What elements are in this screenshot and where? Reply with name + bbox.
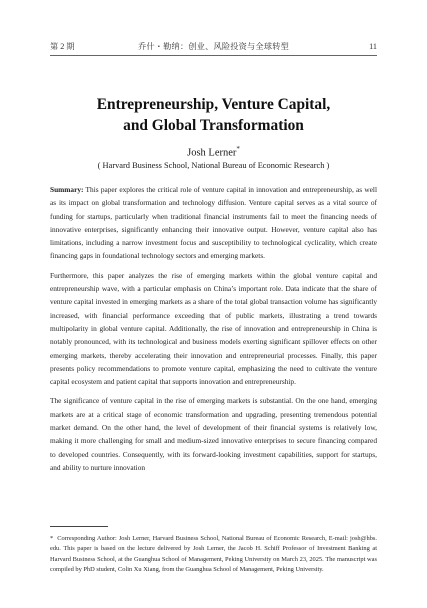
- running-header: [50, 40, 377, 52]
- issue-number: 第 2 期: [50, 41, 75, 51]
- header-rule: [50, 55, 377, 56]
- footnote-text: Corresponding Author: Josh Lerner, Harvard Business School, National Bureau of Economic Research, E-mail: josh@hbs. edu. This paper is based on the lecture delivered by Josh Lerner, the Jacob H. Schiff Professor of Investment Banking at Harvard Business School, at the Guanghua School of Management, Peking University on March 23, 2025. The manuscript was compiled by PhD student, Colin Xu Xiang, from the Guanghua School of Management, Peking University.: [50, 535, 377, 574]
- body-paragraph-2: The significance of venture capital in the rise of emerging markets is substantial. On the one hand, emerging markets are at a critical stage of economic transformation and upgrading, presenting tremendous potential market demand. On the other hand, the level of development of their financial systems is relatively low, making it more challenging for small and medium-sized innovative enterprises to secure financing compared to developed countries. Consequently, with its forward-looking investment capabilities, support for startups, and ability to nurture innovation: [50, 396, 377, 472]
- author-line: [50, 145, 377, 159]
- summary-paragraph: [50, 183, 377, 263]
- running-title: 乔什・勒纳：创业、风险投资与全球转型: [138, 41, 289, 51]
- author-name: Josh Lerner: [187, 147, 237, 159]
- title-line-2: and Global Transformation: [123, 117, 304, 134]
- body-paragraph-1: Furthermore, this paper analyzes the rise of emerging markets within the global venture capital and entrepreneurship wave, with a particular emphasis on China’s important role. Data indicate that the share of venture capital invested in emerging markets as a share of the total global transaction volume has significantly increased, with financial performance exceeding that of public markets, illustrating a trend towards multipolarity in global venture capital. Additionally, the rise of innovation and entrepreneurship in China is notably pronounced, with its technological and business models exerting significant spillover effects on other emerging markets, thereby accelerating their innovation and entrepreneurial processes. Finally, this paper presents policy recommendations to promote venture capital, emphasizing the need to cultivate the venture capital ecosystem and patient capital that supports innovation and entrepreneurship.: [50, 270, 377, 387]
- summary-text: This paper explores the critical role of venture capital in innovation and entrepreneurship, as well as its impact on global transformation and technology diffusion. Venture capital serves as a vital source of funding for startups, particularly when traditional financial instruments fail to meet the financing needs of innovative enterprises, significantly enhancing their innovative output. However, venture capital also has limitations, including a narrow investment focus and susceptibility to technological cyclicality, which create financing gaps in foundational technology sectors and emerging markets.: [50, 185, 377, 261]
- article-title: [50, 94, 377, 136]
- page-number: 11: [369, 41, 377, 51]
- footnote-mark: *: [50, 535, 54, 542]
- footnote: [50, 534, 377, 576]
- footnote-rule: [50, 526, 108, 527]
- author-affiliation: ( Harvard Business School, National Bureau of Economic Research ): [97, 161, 330, 170]
- article-body: [50, 183, 377, 480]
- author-footnote-mark: *: [236, 145, 240, 153]
- title-line-1: Entrepreneurship, Venture Capital,: [96, 96, 331, 113]
- summary-label: Summary:: [50, 185, 84, 194]
